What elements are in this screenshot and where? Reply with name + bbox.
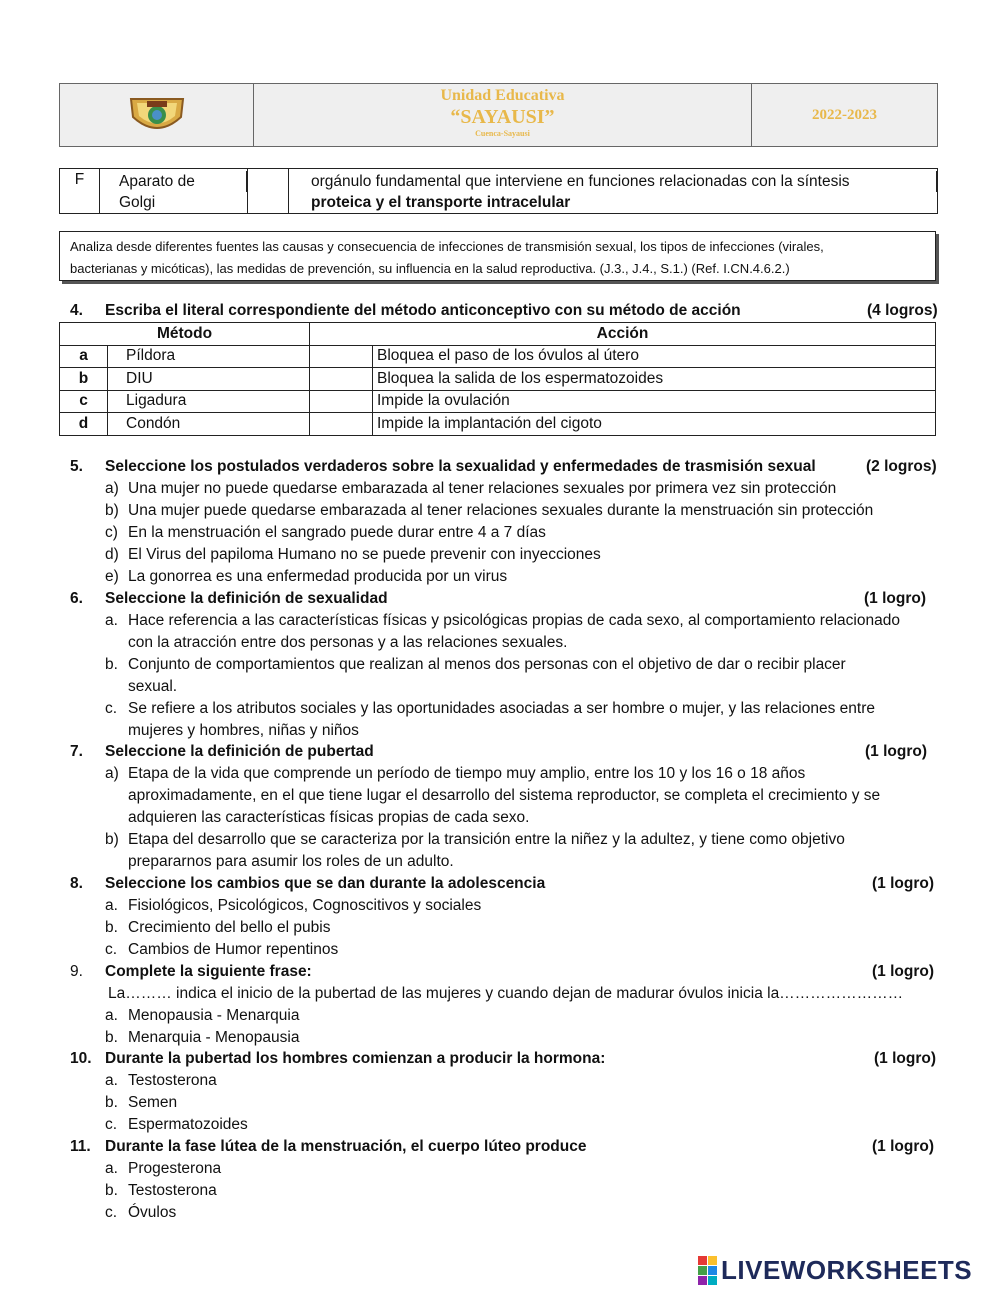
liveworksheets-logo[interactable] — [698, 1255, 972, 1286]
option-item[interactable]: b) Etapa del desarrollo que se caracteriza por la transición entre la niñez y la adultez, y tiene como objetivo — [105, 831, 845, 848]
table-row — [60, 368, 936, 391]
fill-in-sentence: La……… indica el inicio de la pubertad de las mujeres y cuando dejan de madurar óvulos inicia la…………………… — [108, 985, 904, 1002]
option-item[interactable]: b. Menarquia - Menopausia — [105, 1029, 300, 1046]
table-row — [60, 413, 936, 436]
question-text: Durante la fase lútea de la menstruación, el cuerpo lúteo produce — [105, 1138, 587, 1155]
school-name-cell — [254, 84, 752, 146]
school-line3: Cuenca-Sayausi — [475, 129, 530, 138]
row-method: DIU — [108, 368, 310, 391]
objective-box — [59, 231, 936, 281]
question-text: Complete la siguiente frase: — [105, 963, 312, 980]
golgi-letter: F — [60, 169, 100, 213]
golgi-definition-line1: orgánulo fundamental que interviene en funciones relacionadas con la síntesis — [311, 171, 937, 192]
option-item[interactable]: c. Cambios de Humor repentinos — [105, 941, 339, 958]
option-continuation: prepararnos para asumir los roles de un adulto. — [128, 853, 454, 870]
option-item[interactable]: e) La gonorrea es una enfermedad producida por un virus — [105, 568, 508, 585]
school-crest-icon — [125, 93, 189, 137]
golgi-definition-line2: proteica y el transporte intracelular — [311, 194, 571, 211]
option-item[interactable]: a) Una mujer no puede quedarse embarazada al tener relaciones sexuales por primera vez sin protección — [105, 480, 837, 497]
option-item[interactable]: a. Fisiológicos, Psicológicos, Cognoscitivos y sociales — [105, 897, 482, 914]
option-item[interactable]: a. Progesterona — [105, 1160, 222, 1177]
golgi-row — [59, 168, 938, 214]
question-points: (1 logro) — [872, 963, 934, 980]
school-line2: “SAYAUSI” — [450, 106, 555, 128]
answer-blank[interactable] — [310, 390, 373, 413]
row-action: Impide la implantación del cigoto — [373, 413, 936, 436]
option-continuation: adquieren las características físicas propias de cada sexo. — [128, 809, 530, 826]
question-number: 5. — [70, 458, 83, 475]
question-number: 4. — [70, 302, 83, 319]
option-item[interactable]: a. Menopausia - Menarquia — [105, 1007, 300, 1024]
row-method: Ligadura — [108, 390, 310, 413]
golgi-answer-blank[interactable] — [248, 169, 289, 213]
option-item[interactable]: b. Semen — [105, 1094, 178, 1111]
question-points: (1 logro) — [864, 590, 926, 607]
question-text: Seleccione la definición de sexualidad — [105, 590, 388, 607]
question-points: (1 logro) — [872, 875, 934, 892]
option-item[interactable]: b) Una mujer puede quedarse embarazada al tener relaciones sexuales durante la menstruación sin protección — [105, 502, 874, 519]
option-item[interactable]: b. Crecimiento del bello el pubis — [105, 919, 331, 936]
option-item[interactable]: a. Hace referencia a las características físicas y psicológicas propias de cada sexo, al comportamiento relacionado — [105, 612, 900, 629]
row-letter: b — [60, 368, 108, 391]
question-text: Escriba el literal correspondiente del método anticonceptivo con su método de acción — [105, 302, 741, 319]
option-item[interactable]: b. Testosterona — [105, 1182, 217, 1199]
question-number: 7. — [70, 743, 83, 760]
column-action: Acción — [310, 323, 936, 346]
question-text: Seleccione los postulados verdaderos sobre la sexualidad y enfermedades de trasmisión sexual — [105, 458, 816, 475]
question-points: (4 logros) — [867, 302, 938, 319]
golgi-term — [100, 169, 248, 213]
school-year: 2022-2023 — [812, 106, 877, 123]
liveworksheets-icon — [698, 1256, 717, 1285]
question-points: (1 logro) — [872, 1138, 934, 1155]
question-text: Seleccione la definición de pubertad — [105, 743, 374, 760]
option-continuation: sexual. — [128, 678, 178, 695]
column-method: Método — [60, 323, 310, 346]
question-number: 11. — [70, 1138, 91, 1155]
golgi-definition — [289, 169, 937, 213]
option-item[interactable]: c) En la menstruación el sangrado puede durar entre 4 a 7 días — [105, 524, 546, 541]
question-points: (2 logros) — [866, 458, 937, 475]
objective-line2: bacterianas y micóticas), las medidas de prevención, su influencia en la salud reproductiva. (J.3., J.4., S.1.) (Ref. I.CN.4.6.2.) — [70, 261, 790, 276]
option-continuation: mujeres y hombres, niñas y niños — [128, 722, 359, 739]
row-method: Píldora — [108, 345, 310, 368]
option-item[interactable]: a. Testosterona — [105, 1072, 217, 1089]
table-header-row — [60, 323, 936, 346]
question-text: Durante la pubertad los hombres comienzan a producir la hormona: — [105, 1050, 606, 1067]
question-points: (1 logro) — [865, 743, 927, 760]
option-item[interactable]: d) El Virus del papiloma Humano no se puede prevenir con inyecciones — [105, 546, 601, 563]
contraceptive-table — [59, 322, 936, 436]
liveworksheets-wordmark: LIVEWORKSHEETS — [721, 1255, 973, 1285]
row-action: Impide la ovulación — [373, 390, 936, 413]
question-points: (1 logro) — [874, 1050, 936, 1067]
golgi-term-line2: Golgi — [119, 194, 156, 211]
question-text: Seleccione los cambios que se dan durante la adolescencia — [105, 875, 546, 892]
row-method: Condón — [108, 413, 310, 436]
answer-blank[interactable] — [310, 345, 373, 368]
school-crest-cell — [60, 84, 254, 146]
option-item[interactable]: c. Se refiere a los atributos sociales y las oportunidades asociadas a ser hombre o mujer, y las relaciones entre — [105, 700, 875, 717]
question-number: 9. — [70, 963, 83, 980]
row-action: Bloquea la salida de los espermatozoides — [373, 368, 936, 391]
answer-blank[interactable] — [310, 368, 373, 391]
question-number: 10. — [70, 1050, 92, 1067]
golgi-term-line1: Aparato de — [119, 171, 247, 192]
answer-blank[interactable] — [310, 413, 373, 436]
option-item[interactable]: a) Etapa de la vida que comprende un período de tiempo muy amplio, entre los 10 y los 16 o 18 años — [105, 765, 806, 782]
question-number: 6. — [70, 590, 83, 607]
question-number: 8. — [70, 875, 83, 892]
row-letter: d — [60, 413, 108, 436]
option-item[interactable]: c. Espermatozoides — [105, 1116, 248, 1133]
row-letter: c — [60, 390, 108, 413]
objective-line1: Analiza desde diferentes fuentes las causas y consecuencia de infecciones de transmisión sexual, los tipos de infecciones (virales, — [70, 239, 824, 254]
option-continuation: aproximadamente, en el que tiene lugar el desarrollo del sistema reproductor, se completa el crecimiento y se — [128, 787, 881, 804]
row-action: Bloquea el paso de los óvulos al útero — [373, 345, 936, 368]
school-line1: Unidad Educativa — [440, 87, 565, 104]
row-letter: a — [60, 345, 108, 368]
school-header — [59, 83, 938, 147]
option-item[interactable]: c. Óvulos — [105, 1204, 177, 1221]
table-row — [60, 345, 936, 368]
table-row — [60, 390, 936, 413]
option-continuation: con la atracción entre dos personas y a las relaciones sexuales. — [128, 634, 568, 651]
option-item[interactable]: b. Conjunto de comportamientos que realizan al menos dos personas con el objetivo de dar o recibir placer — [105, 656, 846, 673]
